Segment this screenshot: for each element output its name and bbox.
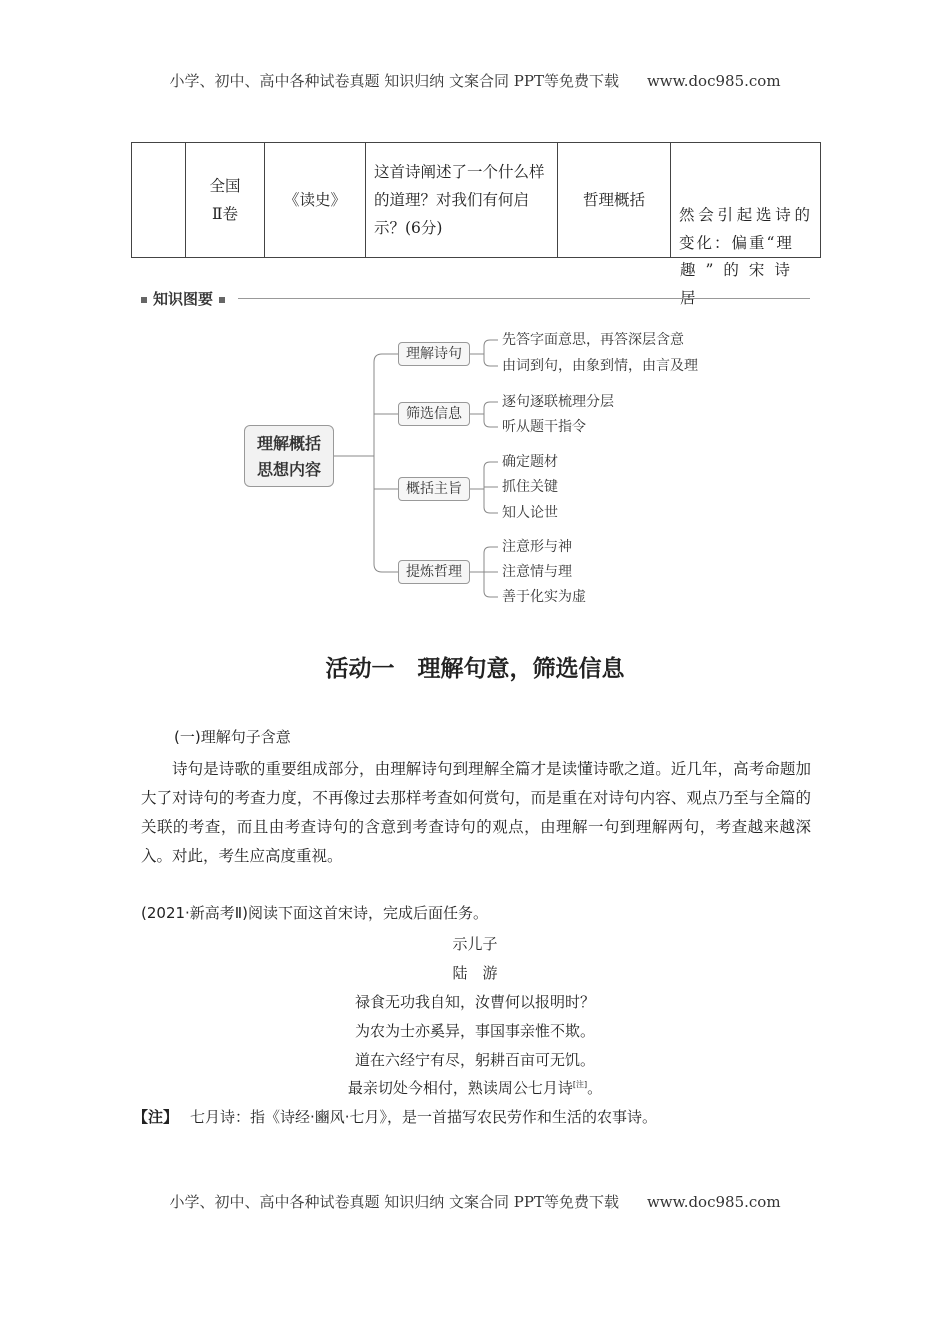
activity-title: 活动一 理解句意，筛选信息	[325, 656, 625, 682]
table-cell-region: 全国 Ⅱ卷	[186, 143, 265, 258]
footnote-text: 七月诗：指《诗经·豳风·七月》，是一首描写农民劳作和生活的农事诗。	[190, 1108, 658, 1126]
mindmap-branch-understand: 理解诗句	[398, 342, 470, 366]
footnote-label: 【注】	[133, 1108, 179, 1126]
mindmap-leaf: 抓住关键	[502, 479, 558, 495]
poem-author: 陆 游	[452, 964, 498, 982]
note-marker: [注]	[572, 1080, 588, 1089]
knowledge-section-title: 知识图要	[141, 288, 225, 309]
poem-line: 禄食无功我自知，汝曹何以报明时？	[354, 993, 595, 1011]
header-url[interactable]: www.doc985.com	[646, 72, 781, 90]
page-footer	[0, 1191, 950, 1212]
mindmap-leaf: 知人论世	[502, 505, 558, 521]
mindmap-leaf: 听从题干指令	[502, 419, 586, 435]
mindmap-leaf: 注意情与理	[502, 564, 572, 580]
table-overflow-text: 趣”的宋诗居	[680, 261, 800, 307]
mindmap-branch-summarize: 概括主旨	[398, 477, 470, 501]
mindmap-branch-filter: 筛选信息	[398, 402, 470, 426]
header-text: 小学、初中、高中各种试卷真题 知识归纳 文案合同 PPT等免费下载	[169, 72, 619, 90]
table-cell-poem: 《读史》	[265, 143, 366, 258]
mindmap-leaf: 注意形与神	[502, 539, 572, 555]
poem-line-last: 最亲切处今相付，熟读周公七月诗[注]。	[347, 1079, 603, 1097]
footer-text: 小学、初中、高中各种试卷真题 知识归纳 文案合同 PPT等免费下载	[169, 1193, 619, 1211]
task-instruction: (2021·新高考Ⅱ)阅读下面这首宋诗，完成后面任务。	[141, 904, 489, 922]
mindmap-root: 理解概括 思想内容	[244, 425, 334, 487]
poem-title: 示儿子	[452, 935, 498, 953]
table-cell-type: 哲理概括	[558, 143, 671, 258]
footnote	[133, 1106, 657, 1127]
mindmap-leaf: 确定题材	[502, 454, 558, 470]
mindmap-leaf: 先答字面意思，再答深层含意	[502, 332, 684, 348]
body-paragraph: 诗句是诗歌的重要组成部分，由理解诗句到理解全篇才是读懂诗歌之道。近几年，高考命题加大了对诗句的考查力度，不再像过去那样考查如何赏句，而是重在对诗句内容、观点乃至与全篇的关联的考查，而且由考查诗句的含意到考查诗句的观点，由理解一句到理解两句，考查越来越深入。对此，考生应高度重视。	[141, 760, 811, 865]
mindmap-leaf: 善于化实为虚	[502, 589, 586, 605]
mindmap-connectors	[0, 0, 950, 620]
subsection-title: (一)理解句子含意	[174, 728, 291, 746]
poem-line: 为农为士亦奚异，事国事亲惟不欺。	[354, 1022, 595, 1040]
table-cell-question: 这首诗阐述了一个什么样的道理？对我们有何启示？(6分)	[366, 143, 558, 258]
table-cell-analysis: 然会引起选诗的变化：偏重“理	[671, 143, 821, 258]
mindmap-leaf: 逐句逐联梳理分层	[502, 394, 614, 410]
mindmap-branch-refine: 提炼哲理	[398, 560, 470, 584]
mindmap-leaf: 由词到句，由象到情，由言及理	[502, 358, 698, 374]
poem-line: 道在六经宁有尽，躬耕百亩可无饥。	[354, 1051, 595, 1069]
footer-url[interactable]: www.doc985.com	[646, 1193, 781, 1211]
